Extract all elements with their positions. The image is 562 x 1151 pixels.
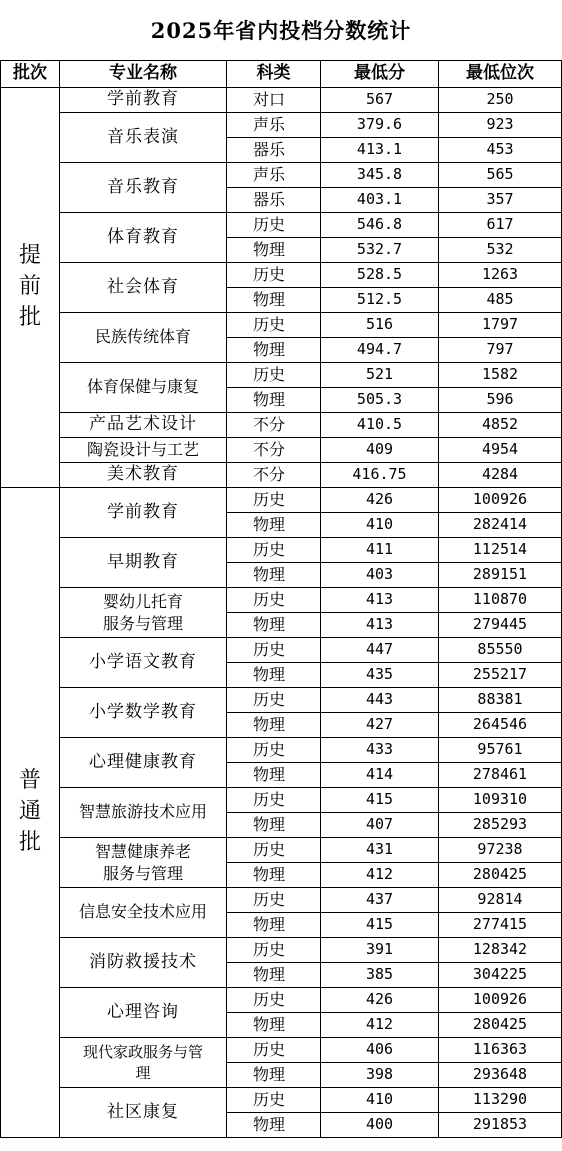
min-score-cell: 403.1 — [321, 188, 439, 213]
major-name-cell: 音乐教育 — [60, 163, 227, 213]
table-row — [1, 1088, 562, 1113]
min-rank-cell: 264546 — [439, 713, 562, 738]
table-row — [1, 788, 562, 813]
major-name-cell: 社区康复 — [60, 1088, 227, 1138]
table-row — [1, 688, 562, 713]
category-cell: 历史 — [227, 588, 321, 613]
min-score-cell: 521 — [321, 363, 439, 388]
min-score-cell: 413 — [321, 613, 439, 638]
header-row — [1, 61, 562, 88]
min-score-cell: 413 — [321, 588, 439, 613]
min-score-cell: 391 — [321, 938, 439, 963]
min-score-cell: 407 — [321, 813, 439, 838]
major-name-cell: 信息安全技术应用 — [60, 888, 227, 938]
min-rank-cell: 617 — [439, 213, 562, 238]
min-rank-cell: 116363 — [439, 1038, 562, 1063]
batch-cell — [1, 488, 60, 1138]
major-name-cell: 小学数学教育 — [60, 688, 227, 738]
batch-char: 批 — [18, 829, 41, 855]
batch-char: 批 — [18, 304, 41, 330]
table-row — [1, 588, 562, 613]
table-row — [1, 738, 562, 763]
category-cell: 物理 — [227, 288, 321, 313]
table-row — [1, 638, 562, 663]
min-score-cell: 431 — [321, 838, 439, 863]
major-name-cell: 心理咨询 — [60, 988, 227, 1038]
category-cell: 器乐 — [227, 188, 321, 213]
min-rank-cell: 95761 — [439, 738, 562, 763]
header-min-rank: 最低位次 — [439, 61, 562, 88]
major-name-cell: 音乐表演 — [60, 113, 227, 163]
major-name-cell: 智慧健康养老 服务与管理 — [60, 838, 227, 888]
category-cell: 历史 — [227, 263, 321, 288]
major-name-cell: 学前教育 — [60, 88, 227, 113]
major-name-cell: 陶瓷设计与工艺 — [60, 438, 227, 463]
min-rank-cell: 485 — [439, 288, 562, 313]
major-name-cell: 婴幼儿托育 服务与管理 — [60, 588, 227, 638]
major-name-cell: 社会体育 — [60, 263, 227, 313]
min-score-cell: 411 — [321, 538, 439, 563]
min-score-cell: 416.75 — [321, 463, 439, 488]
min-score-cell: 433 — [321, 738, 439, 763]
category-cell: 不分 — [227, 413, 321, 438]
min-score-cell: 410 — [321, 513, 439, 538]
category-cell: 历史 — [227, 1038, 321, 1063]
major-name-cell: 心理健康教育 — [60, 738, 227, 788]
batch-cell — [1, 88, 60, 488]
category-cell: 历史 — [227, 838, 321, 863]
category-cell: 历史 — [227, 213, 321, 238]
table-row — [1, 538, 562, 563]
min-rank-cell: 282414 — [439, 513, 562, 538]
table-row — [1, 438, 562, 463]
table-row — [1, 363, 562, 388]
table-row — [1, 313, 562, 338]
major-name-cell: 体育保健与康复 — [60, 363, 227, 413]
min-rank-cell: 100926 — [439, 488, 562, 513]
min-rank-cell: 255217 — [439, 663, 562, 688]
major-name-cell: 体育教育 — [60, 213, 227, 263]
score-table — [0, 60, 562, 1138]
category-cell: 历史 — [227, 538, 321, 563]
category-cell: 物理 — [227, 813, 321, 838]
min-score-cell: 437 — [321, 888, 439, 913]
category-cell: 历史 — [227, 988, 321, 1013]
category-cell: 历史 — [227, 638, 321, 663]
table-row — [1, 413, 562, 438]
min-score-cell: 412 — [321, 863, 439, 888]
min-score-cell: 379.6 — [321, 113, 439, 138]
min-rank-cell: 128342 — [439, 938, 562, 963]
min-rank-cell: 4954 — [439, 438, 562, 463]
category-cell: 不分 — [227, 463, 321, 488]
min-rank-cell: 250 — [439, 88, 562, 113]
min-score-cell: 426 — [321, 488, 439, 513]
min-rank-cell: 4852 — [439, 413, 562, 438]
major-name-cell: 小学语文教育 — [60, 638, 227, 688]
table-row — [1, 263, 562, 288]
category-cell: 物理 — [227, 713, 321, 738]
category-cell: 物理 — [227, 513, 321, 538]
category-cell: 物理 — [227, 1113, 321, 1138]
major-name-cell: 学前教育 — [60, 488, 227, 538]
header-batch: 批次 — [1, 61, 60, 88]
min-rank-cell: 97238 — [439, 838, 562, 863]
category-cell: 物理 — [227, 663, 321, 688]
category-cell: 声乐 — [227, 113, 321, 138]
table-row — [1, 113, 562, 138]
min-score-cell: 447 — [321, 638, 439, 663]
min-rank-cell: 279445 — [439, 613, 562, 638]
min-rank-cell: 293648 — [439, 1063, 562, 1088]
major-name-cell: 早期教育 — [60, 538, 227, 588]
min-score-cell: 412 — [321, 1013, 439, 1038]
category-cell: 历史 — [227, 788, 321, 813]
min-score-cell: 567 — [321, 88, 439, 113]
category-cell: 物理 — [227, 913, 321, 938]
min-score-cell: 494.7 — [321, 338, 439, 363]
min-rank-cell: 1263 — [439, 263, 562, 288]
min-score-cell: 414 — [321, 763, 439, 788]
min-rank-cell: 1582 — [439, 363, 562, 388]
category-cell: 对口 — [227, 88, 321, 113]
category-cell: 历史 — [227, 1088, 321, 1113]
min-score-cell: 403 — [321, 563, 439, 588]
category-cell: 物理 — [227, 963, 321, 988]
category-cell: 不分 — [227, 438, 321, 463]
major-name-cell: 现代家政服务与管 理 — [60, 1038, 227, 1088]
table-row — [1, 163, 562, 188]
min-rank-cell: 277415 — [439, 913, 562, 938]
min-score-cell: 409 — [321, 438, 439, 463]
min-rank-cell: 453 — [439, 138, 562, 163]
category-cell: 物理 — [227, 338, 321, 363]
category-cell: 历史 — [227, 888, 321, 913]
table-row — [1, 488, 562, 513]
min-rank-cell: 285293 — [439, 813, 562, 838]
batch-char: 提 — [18, 243, 41, 269]
category-cell: 物理 — [227, 1063, 321, 1088]
batch-char: 通 — [18, 799, 41, 825]
category-cell: 历史 — [227, 938, 321, 963]
category-cell: 历史 — [227, 313, 321, 338]
table-row — [1, 463, 562, 488]
category-cell: 历史 — [227, 738, 321, 763]
min-rank-cell: 797 — [439, 338, 562, 363]
min-rank-cell: 110870 — [439, 588, 562, 613]
min-score-cell: 400 — [321, 1113, 439, 1138]
table-row — [1, 1038, 562, 1063]
category-cell: 历史 — [227, 488, 321, 513]
major-name-cell: 民族传统体育 — [60, 313, 227, 363]
min-rank-cell: 596 — [439, 388, 562, 413]
min-rank-cell: 923 — [439, 113, 562, 138]
min-score-cell: 385 — [321, 963, 439, 988]
min-rank-cell: 304225 — [439, 963, 562, 988]
min-score-cell: 406 — [321, 1038, 439, 1063]
table-row — [1, 988, 562, 1013]
min-rank-cell: 532 — [439, 238, 562, 263]
category-cell: 物理 — [227, 613, 321, 638]
category-cell: 物理 — [227, 388, 321, 413]
min-rank-cell: 112514 — [439, 538, 562, 563]
min-rank-cell: 113290 — [439, 1088, 562, 1113]
category-cell: 物理 — [227, 863, 321, 888]
min-rank-cell: 88381 — [439, 688, 562, 713]
min-score-cell: 415 — [321, 788, 439, 813]
min-rank-cell: 1797 — [439, 313, 562, 338]
category-cell: 物理 — [227, 763, 321, 788]
min-score-cell: 512.5 — [321, 288, 439, 313]
min-score-cell: 426 — [321, 988, 439, 1013]
min-score-cell: 443 — [321, 688, 439, 713]
major-name-cell: 产品艺术设计 — [60, 413, 227, 438]
min-rank-cell: 4284 — [439, 463, 562, 488]
major-name-cell: 消防救援技术 — [60, 938, 227, 988]
min-score-cell: 415 — [321, 913, 439, 938]
min-score-cell: 427 — [321, 713, 439, 738]
table-body — [1, 88, 562, 1138]
min-rank-cell: 109310 — [439, 788, 562, 813]
min-score-cell: 398 — [321, 1063, 439, 1088]
min-score-cell: 435 — [321, 663, 439, 688]
min-rank-cell: 289151 — [439, 563, 562, 588]
min-rank-cell: 92814 — [439, 888, 562, 913]
category-cell: 器乐 — [227, 138, 321, 163]
min-rank-cell: 280425 — [439, 863, 562, 888]
min-rank-cell: 85550 — [439, 638, 562, 663]
min-score-cell: 413.1 — [321, 138, 439, 163]
category-cell: 声乐 — [227, 163, 321, 188]
category-cell: 历史 — [227, 363, 321, 388]
category-cell: 历史 — [227, 688, 321, 713]
sheet-title: 2025年省内投档分数统计 — [0, 0, 562, 61]
min-rank-cell: 357 — [439, 188, 562, 213]
table-row — [1, 88, 562, 113]
header-min-score: 最低分 — [321, 61, 439, 88]
min-rank-cell: 100926 — [439, 988, 562, 1013]
table-row — [1, 838, 562, 863]
min-score-cell: 528.5 — [321, 263, 439, 288]
min-score-cell: 516 — [321, 313, 439, 338]
category-cell: 物理 — [227, 238, 321, 263]
category-cell: 物理 — [227, 563, 321, 588]
min-score-cell: 410 — [321, 1088, 439, 1113]
min-score-cell: 505.3 — [321, 388, 439, 413]
table-row — [1, 938, 562, 963]
header-major: 专业名称 — [60, 61, 227, 88]
category-cell: 物理 — [227, 1013, 321, 1038]
table-row — [1, 888, 562, 913]
major-name-cell: 智慧旅游技术应用 — [60, 788, 227, 838]
batch-char: 前 — [18, 274, 41, 300]
table-row — [1, 213, 562, 238]
min-rank-cell: 291853 — [439, 1113, 562, 1138]
min-score-cell: 410.5 — [321, 413, 439, 438]
min-score-cell: 345.8 — [321, 163, 439, 188]
min-score-cell: 546.8 — [321, 213, 439, 238]
batch-char: 普 — [18, 768, 41, 794]
header-category: 科类 — [227, 61, 321, 88]
min-score-cell: 532.7 — [321, 238, 439, 263]
min-rank-cell: 565 — [439, 163, 562, 188]
min-rank-cell: 278461 — [439, 763, 562, 788]
major-name-cell: 美术教育 — [60, 463, 227, 488]
min-rank-cell: 280425 — [439, 1013, 562, 1038]
